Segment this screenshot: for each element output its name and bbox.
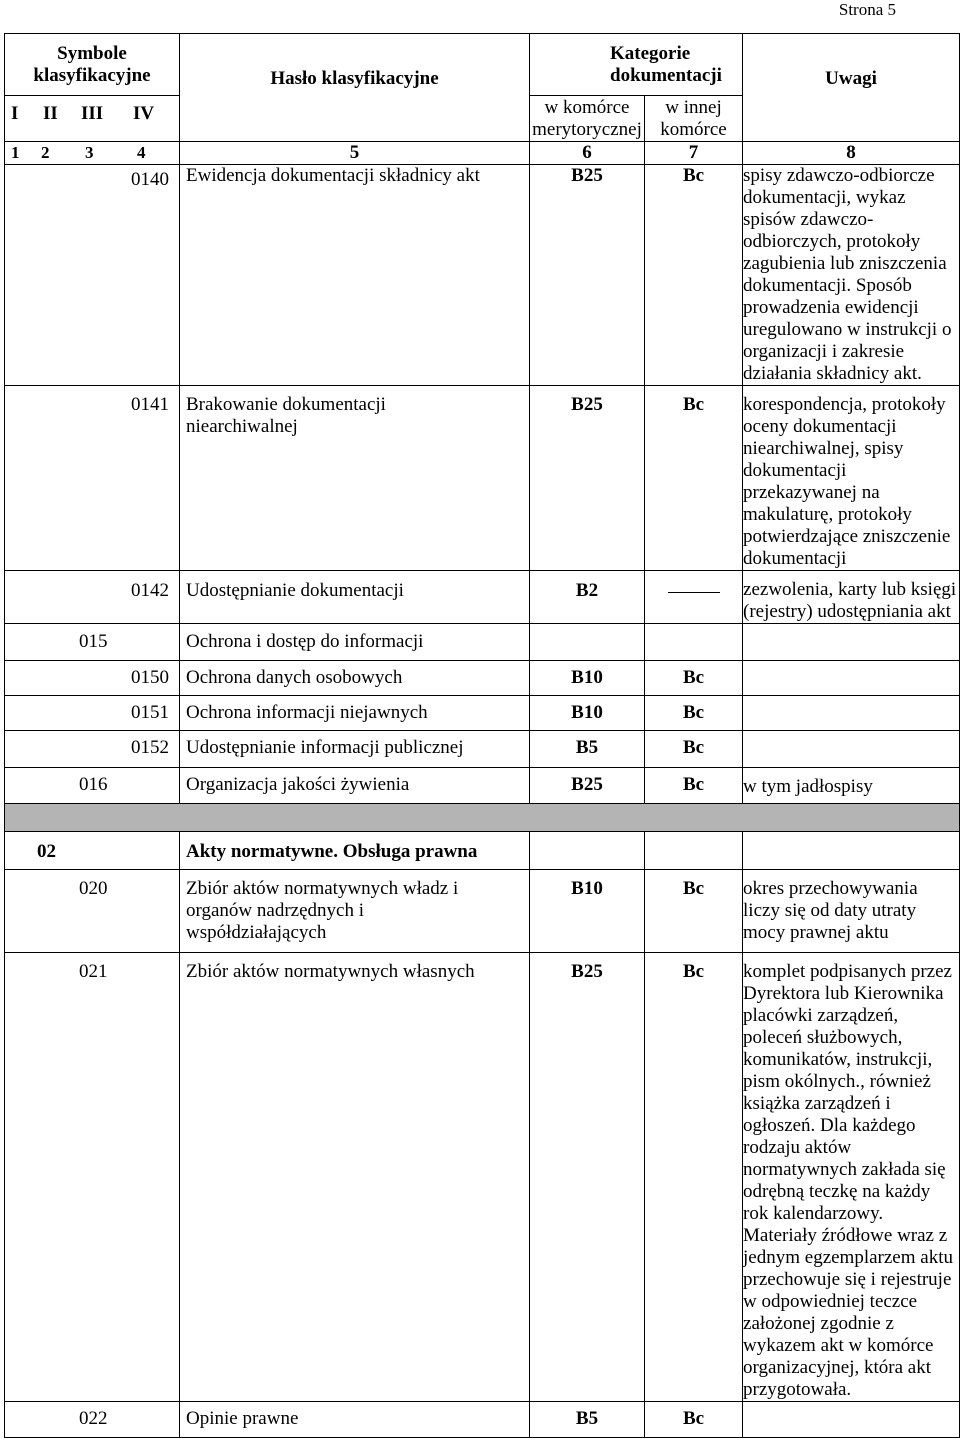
- row-cat-b: [645, 832, 743, 870]
- table-row: [5, 832, 960, 870]
- row-name: Zbiór aktów normatywnych własnych: [180, 953, 530, 1402]
- col-num-2: 2: [41, 143, 50, 162]
- row-cat-b: Bc: [645, 1402, 743, 1438]
- roman-2: II: [43, 103, 58, 124]
- row-cat-a: [530, 832, 645, 870]
- row-code: 022: [79, 1408, 108, 1429]
- row-cat-a: B25: [530, 768, 645, 804]
- row-name: Ochrona informacji niejawnych: [180, 696, 530, 731]
- col-num-4: 4: [137, 143, 146, 162]
- header-cell-own: w komórce merytorycznej: [530, 96, 645, 142]
- row-cat-b: [645, 624, 743, 661]
- header-symbols: Symbole klasyfikacyjne: [5, 34, 180, 96]
- table-row: [5, 571, 960, 624]
- table-row: [5, 165, 960, 386]
- table-row: [5, 870, 960, 953]
- row-cat-b: Bc: [645, 953, 743, 1402]
- row-code: 021: [79, 961, 108, 982]
- col-numbers-symbols: [5, 142, 180, 165]
- table-row: [5, 696, 960, 731]
- table-row: [5, 953, 960, 1402]
- table-row: [5, 661, 960, 696]
- row-note: w tym jadłospisy: [743, 768, 960, 804]
- row-note: [743, 661, 960, 696]
- row-cat-a: B10: [530, 696, 645, 731]
- row-note: [743, 696, 960, 731]
- header-slogan: Hasło klasyfikacyjne: [180, 34, 530, 142]
- row-note: komplet podpisanych przez Dyrektora lub Kierownika placówki zarządzeń, poleceń służbowych, komunikatów, instrukcji, pism okólnych., również książka zarządzeń i ogłoszeń. Dla każdego rodzaju aktów normatywnych zakłada się odrębną teczkę na każdy rok kalendarzowy. Materiały źródłowe wraz z jednym egzemplarzem aktu przechowuje się i rejestruje w odpowiedniej teczce założonej zgodnie z wykazem akt w komórce organizacyjnej, która akt przygotowała.: [743, 953, 960, 1402]
- roman-3: III: [81, 103, 104, 124]
- table-row: [5, 731, 960, 768]
- header-cell-other: w innej komórce: [645, 96, 743, 142]
- row-cat-b: Bc: [645, 386, 743, 571]
- section-separator: [5, 804, 960, 832]
- col-num-6: 6: [530, 142, 645, 165]
- row-note: zezwolenia, karty lub księgi (rejestry) udostępniania akt: [743, 571, 960, 624]
- row-cat-a: B5: [530, 731, 645, 768]
- row-note: [743, 1402, 960, 1438]
- row-name: Udostępnianie dokumentacji: [180, 571, 530, 624]
- row-cat-a: B25: [530, 165, 645, 386]
- page-number: Strona 5: [838, 0, 896, 19]
- row-cat-b: Bc: [645, 731, 743, 768]
- row-code: 015: [79, 631, 108, 652]
- row-cat-a: B2: [530, 571, 645, 624]
- row-name: Ewidencja dokumentacji składnicy akt: [180, 165, 530, 386]
- row-code: 0152: [131, 737, 169, 758]
- row-name: Udostępnianie informacji publicznej: [180, 731, 530, 768]
- roman-4: IV: [133, 103, 155, 124]
- row-cat-b: Bc: [645, 768, 743, 804]
- table-row: [5, 624, 960, 661]
- row-code: 0141: [131, 394, 169, 415]
- row-name: Ochrona danych osobowych: [180, 661, 530, 696]
- row-note: korespondencja, protokoły oceny dokumentacji niearchiwalnej, spisy dokumentacji przekazywanej na makulaturę, protokoły potwierdzające zniszczenie dokumentacji: [743, 386, 960, 571]
- row-cat-a: B5: [530, 1402, 645, 1438]
- row-cat-a: B10: [530, 870, 645, 953]
- row-name: Organizacja jakości żywienia: [180, 768, 530, 804]
- row-code: 020: [79, 878, 108, 899]
- row-code: 0151: [131, 702, 169, 723]
- row-code: 02: [37, 841, 56, 862]
- row-cat-b: Bc: [645, 165, 743, 386]
- header-roman-numerals: [5, 96, 180, 142]
- row-code: 016: [79, 774, 108, 795]
- table-row: [5, 1402, 960, 1438]
- row-name: Akty normatywne. Obsługa prawna: [180, 832, 530, 870]
- col-num-8: 8: [743, 142, 960, 165]
- row-cat-a: B25: [530, 953, 645, 1402]
- col-num-5: 5: [180, 142, 530, 165]
- row-note: okres przechowywania liczy się od daty utraty mocy prawnej aktu: [743, 870, 960, 953]
- row-cat-a: [530, 624, 645, 661]
- row-name: Ochrona i dostęp do informacji: [180, 624, 530, 661]
- row-cat-a: B25: [530, 386, 645, 571]
- row-name: Opinie prawne: [180, 1402, 530, 1438]
- row-code: 0150: [131, 667, 169, 688]
- header-notes: Uwagi: [743, 34, 960, 142]
- row-cat-b: Bc: [645, 661, 743, 696]
- classification-table: [4, 33, 960, 1438]
- col-num-3: 3: [85, 143, 94, 162]
- row-note: [743, 624, 960, 661]
- row-note: [743, 832, 960, 870]
- col-num-1: 1: [11, 143, 20, 162]
- row-code: 0140: [131, 169, 169, 190]
- table-row: [5, 768, 960, 804]
- row-note: [743, 731, 960, 768]
- table-row: [5, 386, 960, 571]
- row-note: spisy zdawczo-odbiorcze dokumentacji, wykaz spisów zdawczo-odbiorczych, protokoły zagubienia lub zniszczenia dokumentacji. Sposób prowadzenia ewidencji uregulowano w instrukcji o organizacji i zakresie działania składnicy akt.: [743, 165, 960, 386]
- row-cat-b: Bc: [645, 870, 743, 953]
- empty-dash: [668, 592, 720, 593]
- roman-1: I: [11, 103, 19, 124]
- row-name: Brakowanie dokumentacji niearchiwalnej: [180, 386, 530, 571]
- row-name: Zbiór aktów normatywnych władz i organów nadrzędnych i współdziałających: [180, 870, 530, 953]
- row-cat-a: B10: [530, 661, 645, 696]
- col-num-7: 7: [645, 142, 743, 165]
- row-code: 0142: [131, 580, 169, 601]
- row-cat-b: Bc: [645, 696, 743, 731]
- header-categories: Kategorie dokumentacji: [530, 34, 743, 96]
